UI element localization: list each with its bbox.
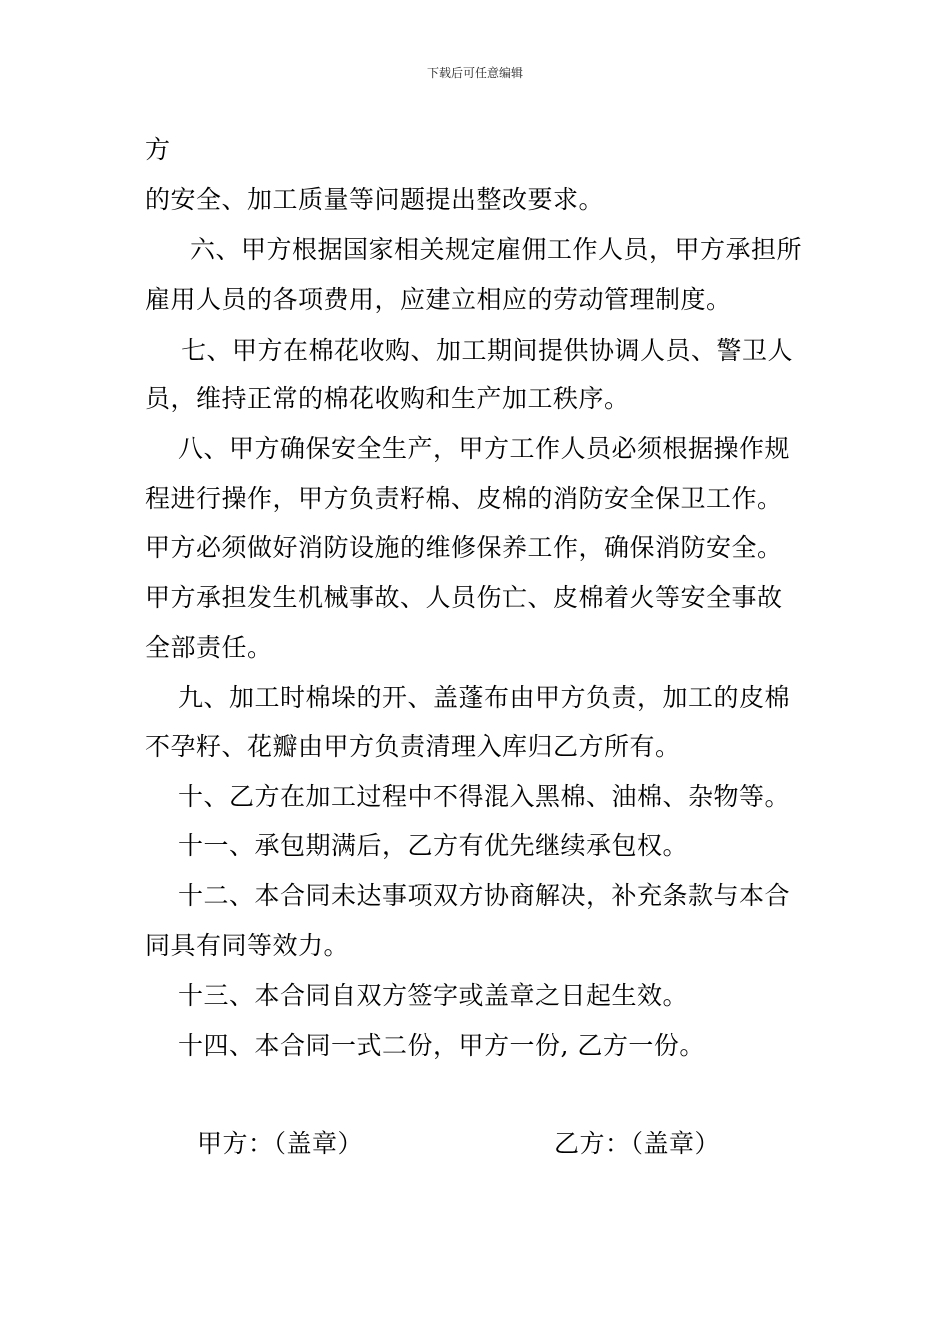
body-line: 的安全、加工质量等问题提出整改要求。 — [145, 185, 605, 214]
party-b-signature: 乙方：（盖章） — [554, 1129, 721, 1158]
party-a-signature: 甲方：（盖章） — [197, 1129, 364, 1158]
clause-7-line-2: 员，维持正常的棉花收购和生产加工秩序。 — [145, 384, 630, 413]
clause-13-line: 十三、本合同自双方签字或盖章之日起生效。 — [178, 981, 689, 1010]
clause-14-line: 十四、本合同一式二份，甲方一份, 乙方一份。 — [178, 1031, 705, 1060]
clause-10-line: 十、乙方在加工过程中不得混入黑棉、油棉、杂物等。 — [178, 782, 791, 811]
body-line: 方 — [145, 135, 171, 164]
page-header-note: 下载后可任意编辑 — [426, 66, 523, 80]
clause-6-line-1: 六、甲方根据国家相关规定雇佣工作人员，甲方承担所 — [190, 235, 803, 264]
clause-8-line-4: 甲方承担发生机械事故、人员伤亡、皮棉着火等安全事故 — [145, 583, 783, 612]
clause-9-line-1: 九、加工时棉垛的开、盖蓬布由甲方负责，加工的皮棉 — [178, 683, 791, 712]
clause-8-line-5: 全部责任。 — [145, 633, 273, 662]
clause-7-line-1: 七、甲方在棉花收购、加工期间提供协调人员、警卫人 — [181, 336, 794, 365]
clause-12-line-1: 十二、本合同未达事项双方协商解决，补充条款与本合 — [178, 881, 791, 910]
clause-12-line-2: 同具有同等效力。 — [145, 931, 350, 960]
clause-6-line-2: 雇用人员的各项费用，应建立相应的劳动管理制度。 — [145, 285, 732, 314]
clause-8-line-1: 八、甲方确保安全生产，甲方工作人员必须根据操作规 — [178, 434, 791, 463]
clause-8-line-2: 程进行操作，甲方负责籽棉、皮棉的消防安全保卫工作。 — [145, 484, 783, 513]
clause-8-line-3: 甲方必须做好消防设施的维修保养工作，确保消防安全。 — [145, 533, 783, 562]
clause-11-line: 十一、承包期满后，乙方有优先继续承包权。 — [178, 831, 689, 860]
clause-9-line-2: 不孕籽、花瓣由甲方负责清理入库归乙方所有。 — [145, 732, 681, 761]
